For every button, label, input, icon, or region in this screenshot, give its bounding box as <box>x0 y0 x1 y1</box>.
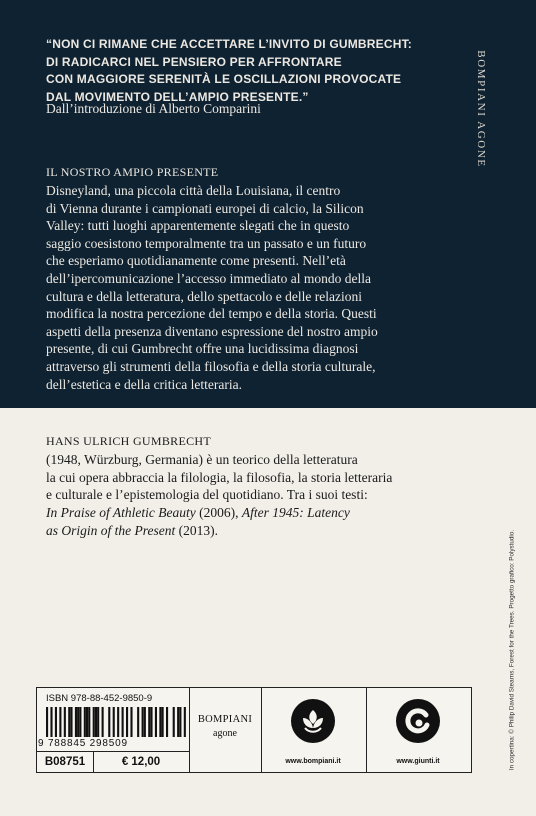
flower-leaf-logo-icon <box>290 698 336 744</box>
barcode-bar <box>159 707 161 737</box>
barcode-bar <box>55 707 57 737</box>
barcode-bar <box>77 707 79 737</box>
bio-line: (1948, Würzburg, Germania) è un teorico della letteratura <box>46 451 358 467</box>
publisher-series: agone <box>213 728 237 739</box>
barcode-bar <box>177 707 179 737</box>
credits-text: In copertina: © Philip David Stearns, Forest for the Trees. Progetto grafico: Polystudio. <box>508 529 516 771</box>
book-year: (2013). <box>175 522 218 538</box>
isbn: ISBN 978-88-452-9850-9 <box>46 693 153 704</box>
barcode-bar <box>117 707 119 737</box>
barcode-bar <box>97 707 99 737</box>
barcode-bar <box>64 707 66 737</box>
barcode-bar <box>122 707 124 737</box>
barcode-bar <box>95 707 97 737</box>
book-title: In Praise of Athletic Beauty <box>46 505 196 521</box>
barcode-bar <box>126 707 128 737</box>
description-line: di Vienna durante i campionati europei di calcio, la Silicon <box>46 200 364 216</box>
author-bio <box>46 433 392 540</box>
quote-line: DI RADICARCI NEL PENSIERO PER AFFRONTARE <box>46 54 342 69</box>
quote-line: CON MAGGIORE SERENITÀ LE OSCILLAZIONI PROVOCATE <box>46 72 402 86</box>
barcode-bar <box>173 707 175 737</box>
barcode-bar <box>108 707 110 737</box>
footer-box <box>36 687 472 773</box>
description-line: modifica la nostra percezione del tempo e della storia. Questi <box>46 306 377 322</box>
author-name: HANS ULRICH GUMBRECHT <box>46 434 211 448</box>
barcode-bar <box>93 707 95 737</box>
bio-works-line <box>46 504 392 522</box>
quote-line: “NON CI RIMANE CHE ACCETTARE L’INVITO DI GUMBRECHT: <box>46 37 412 51</box>
description-line: dell’ipercomunicazione l’accesso immediato al mondo della <box>46 270 372 286</box>
bio-works-line <box>46 522 392 540</box>
price: € 12,00 <box>93 751 189 773</box>
bompiani-url: www.bompiani.it <box>285 758 341 765</box>
book-title: as Origin of the Present <box>46 522 176 538</box>
spine-label <box>469 34 493 184</box>
intro-attribution: Dall’introduzione di Alberto Comparini <box>46 101 261 116</box>
barcode-digits: 9 788845 298509 <box>38 738 128 749</box>
barcode-bar <box>88 707 90 737</box>
barcode-bar <box>130 707 132 737</box>
barcode-bar <box>113 707 115 737</box>
description-line: Valley: tutti luoghi apparentemente slegati che in questo <box>46 218 350 234</box>
barcode-bar <box>179 707 181 737</box>
barcode-bar <box>144 707 146 737</box>
barcode-bar <box>137 707 139 737</box>
barcode-bar <box>75 707 77 737</box>
barcode-bar <box>70 707 72 737</box>
barcode-bar <box>102 707 104 737</box>
giunti-url: www.giunti.it <box>396 758 440 765</box>
section-title: IL NOSTRO AMPIO PRESENTE <box>46 165 219 179</box>
blurb-quote <box>46 36 476 106</box>
description-text <box>46 182 378 393</box>
barcode-bar <box>79 707 81 737</box>
spine-text: BOMPIANI AGONE <box>475 50 487 168</box>
barcode-bar <box>59 707 61 737</box>
description-line: aspetti della presenza diventano espressione del nostro ampio <box>46 323 378 339</box>
barcode-bar <box>50 707 52 737</box>
description-line: saggio coesistono temporalmente tra un passato e un futuro <box>46 235 367 251</box>
description-line: attraverso gli strumenti della filosofia e della storia culturale, <box>46 358 376 374</box>
cover-credits <box>504 520 520 780</box>
barcode <box>46 707 186 737</box>
description-line: presente, di cui Gumbrecht offre una lucidissima diagnosi <box>46 341 359 357</box>
description-line: Disneyland, una piccola città della Louisiana, il centro <box>46 183 341 198</box>
divider <box>261 688 262 772</box>
barcode-bar <box>166 707 168 737</box>
book-year: (2006), <box>195 505 242 521</box>
barcode-bar <box>155 707 157 737</box>
barcode-bar <box>86 707 88 737</box>
barcode-bar <box>68 707 70 737</box>
bio-line: e culturale e l’epistemologia del quotidiano. Tra i suoi testi: <box>46 487 368 503</box>
product-code: B08751 <box>37 751 94 773</box>
bio-line: la cui opera abbraccia la filologia, la filosofia, la storia letteraria <box>46 469 393 485</box>
book-title: After 1945: Latency <box>241 505 350 521</box>
barcode-bar <box>46 707 48 737</box>
divider <box>366 688 367 772</box>
description-line: che esperiamo quotidianamente come presenti. Nell’età <box>46 253 346 269</box>
description-line: cultura e della letteratura, dello spettacolo e delle relazioni <box>46 288 362 304</box>
barcode-bar <box>184 707 186 737</box>
barcode-bar <box>150 707 152 737</box>
barcode-bar <box>84 707 86 737</box>
g-spiral-logo-icon <box>395 698 441 744</box>
barcode-bar <box>162 707 164 737</box>
publisher-name: BOMPIANI <box>197 714 253 725</box>
quote-line: DAL MOVIMENTO DELL’AMPIO PRESENTE.” <box>46 89 309 104</box>
barcode-bar <box>148 707 150 737</box>
description-line: dell’estetica e della critica letteraria. <box>46 376 243 392</box>
barcode-bar <box>142 707 144 737</box>
